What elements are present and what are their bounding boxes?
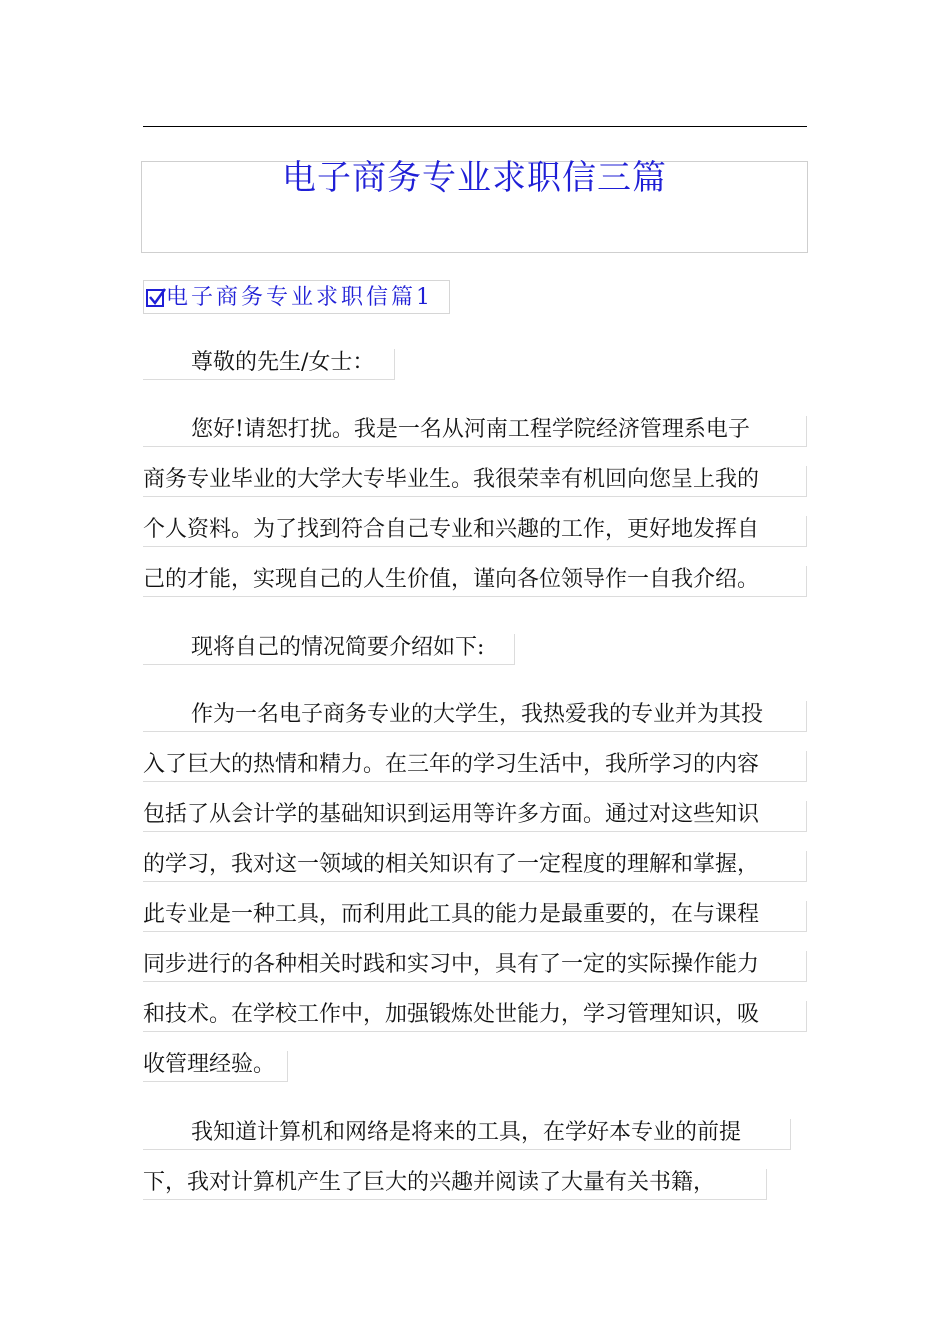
paragraph-line: 您好!请恕打扰。我是一名从河南工程学院经济管理系电子 xyxy=(143,416,807,447)
paragraph-line: 和技术。在学校工作中，加强锻炼处世能力，学习管理知识，吸 xyxy=(143,1001,807,1032)
paragraph-line: 此专业是一种工具，而利用此工具的能力是最重要的，在与课程 xyxy=(143,901,807,932)
salutation-line: 尊敬的先生/女士： xyxy=(143,349,395,380)
paragraph-line: 商务专业毕业的大学大专毕业生。我很荣幸有机回向您呈上我的 xyxy=(143,466,807,497)
checkbox-checked-icon xyxy=(146,289,164,307)
paragraph-line: 己的才能，实现自己的人生价值，谨向各位领导作一自我介绍。 xyxy=(143,566,807,597)
top-rule xyxy=(143,126,807,127)
paragraph-line: 收管理经验。 xyxy=(143,1051,288,1082)
document-title: 电子商务专业求职信三篇 xyxy=(282,158,667,198)
paragraph-line: 入了巨大的热情和精力。在三年的学习生活中，我所学习的内容 xyxy=(143,751,807,782)
paragraph-line: 现将自己的情况简要介绍如下: xyxy=(143,634,515,665)
paragraph-line: 下，我对计算机产生了巨大的兴趣并阅读了大量有关书籍， xyxy=(143,1169,767,1200)
paragraph-line: 我知道计算机和网络是将来的工具，在学好本专业的前提 xyxy=(143,1119,791,1150)
paragraph-line: 个人资料。为了找到符合自己专业和兴趣的工作，更好地发挥自 xyxy=(143,516,807,547)
paragraph-line: 作为一名电子商务专业的大学生，我热爱我的专业并为其投 xyxy=(143,701,807,732)
section-heading-text: 电子商务专业求职信篇1 xyxy=(166,285,433,310)
section-heading xyxy=(143,280,450,314)
paragraph-line: 包括了从会计学的基础知识到运用等许多方面。通过对这些知识 xyxy=(143,801,807,832)
title-box xyxy=(141,158,808,253)
paragraph-line: 的学习，我对这一领域的相关知识有了一定程度的理解和掌握， xyxy=(143,851,807,882)
paragraph-line: 同步进行的各种相关时践和实习中，具有了一定的实际操作能力 xyxy=(143,951,807,982)
